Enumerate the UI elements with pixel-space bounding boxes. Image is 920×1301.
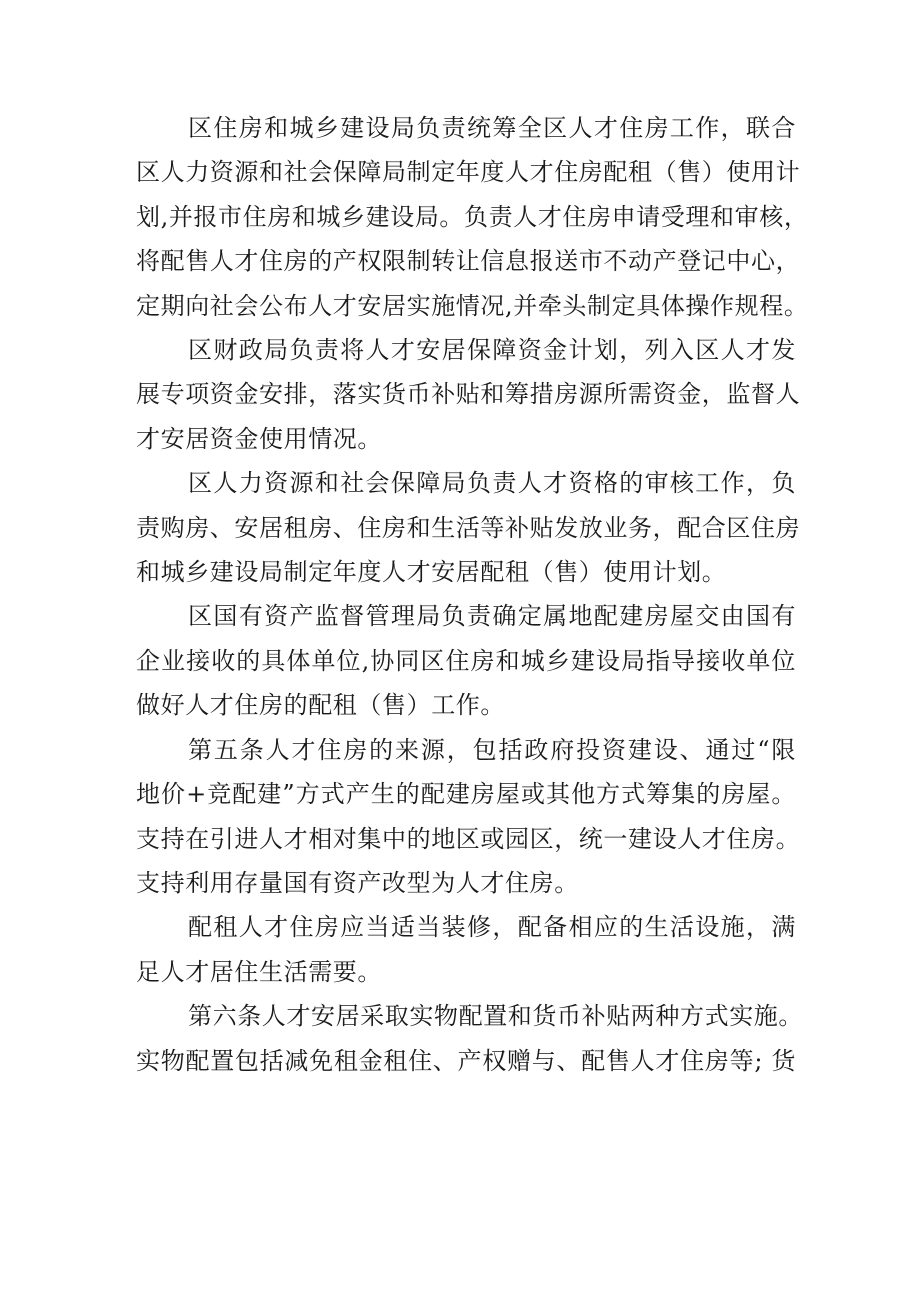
text-line: 足人才居住生活需要。 bbox=[136, 957, 382, 986]
text-line: 定期向社会公布人才安居实施情况,并牵头制定具体操作规程。 bbox=[136, 291, 809, 320]
text-line: 支持利用存量国有资产改型为人才住房。 bbox=[136, 868, 579, 897]
text-line: 支持在引进人才相对集中的地区或园区，统一建设人才住房。 bbox=[136, 824, 801, 853]
paragraph-rental-decoration bbox=[136, 905, 796, 994]
text-line: 和城乡建设局制定年度人才安居配租（售）使用计划。 bbox=[136, 558, 727, 587]
paragraph-article-6 bbox=[136, 994, 803, 1083]
text-line: 企业接收的具体单位,协同区住房和城乡建设局指导接收单位 bbox=[136, 646, 796, 675]
text-line: 区住房和城乡建设局负责统筹全区人才住房工作，联合 bbox=[188, 114, 796, 142]
paragraph-finance-bureau bbox=[136, 328, 801, 461]
text-line: 实物配置包括减免租金租住、产权赠与、配售人才住房等; 货 bbox=[136, 1046, 796, 1075]
text-line: 区人力资源和社会保障局制定年度人才住房配租（售）使用计 bbox=[136, 158, 801, 187]
paragraph-article-5 bbox=[136, 728, 801, 906]
paragraph-state-assets-bureau bbox=[136, 594, 796, 727]
text-line: 展专项资金安排，落实货币补贴和筹措房源所需资金，监督人 bbox=[136, 380, 801, 409]
paragraph-hr-bureau bbox=[136, 461, 801, 594]
text-line: 区人力资源和社会保障局负责人才资格的审核工作，负 bbox=[188, 469, 796, 498]
text-line: 划,并报市住房和城乡建设局。负责人才住房申请受理和审核， bbox=[136, 202, 809, 231]
text-line: 地价+竞配建”方式产生的配建房屋或其他方式筹集的房屋。 bbox=[136, 780, 796, 809]
text-line: 区国有资产监督管理局负责确定属地配建房屋交由国有 bbox=[188, 602, 796, 631]
text-line: 才安居资金使用情况。 bbox=[136, 424, 382, 453]
text-line: 第六条人才安居采取实物配置和货币补贴两种方式实施。 bbox=[188, 1002, 803, 1031]
document-body bbox=[136, 106, 809, 1083]
text-line: 配租人才住房应当适当装修，配备相应的生活设施，满 bbox=[188, 913, 796, 942]
text-line: 做好人才住房的配租（售）工作。 bbox=[136, 691, 505, 720]
text-line: 区财政局负责将人才安居保障资金计划，列入区人才发 bbox=[188, 336, 796, 365]
paragraph-housing-bureau bbox=[136, 106, 809, 328]
text-line: 将配售人才住房的产权限制转让信息报送市不动产登记中心， bbox=[136, 247, 801, 276]
text-line: 责购房、安居租房、住房和生活等补贴发放业务，配合区住房 bbox=[136, 513, 801, 542]
text-line: 第五条人才住房的来源，包括政府投资建设、通过“限 bbox=[188, 735, 796, 764]
